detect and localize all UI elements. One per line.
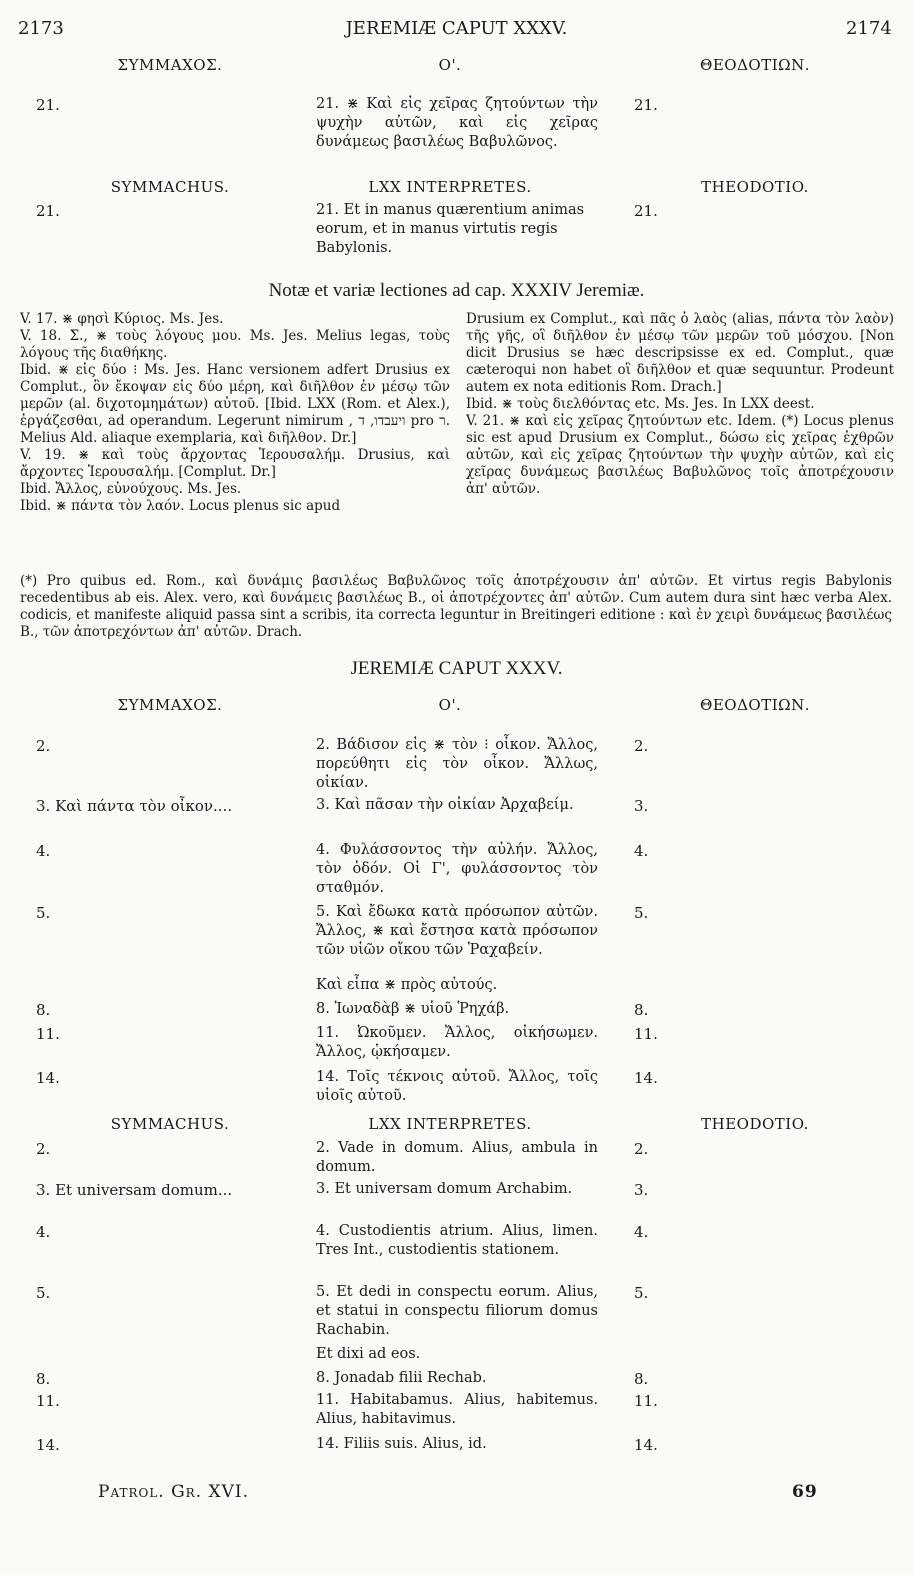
symmachus-latin-heading: SYMMACHUS. [110, 1115, 230, 1133]
lxx-cell: 8. Ἰωναδὰβ ⋇ υἱοῦ Ῥηχάβ. [316, 1001, 510, 1017]
theodotion-cell: 5. [634, 904, 649, 922]
theodotion-cell: 11. [634, 1025, 658, 1043]
theodotion-cell: 2. [634, 1140, 649, 1158]
note-entry: V. 18. Σ., ⋇ τοὺς λόγους μου. Ms. Jes. Melius legas, τοὺς λόγους τῆς διαθήκης. [20, 328, 450, 361]
lxx-greek-heading: Ο'. [438, 56, 462, 74]
theodotion-cell: 14. [634, 1069, 658, 1087]
verse-number: 21. [36, 202, 60, 220]
note-entry: Ibid. Ἄλλος, εὐνούχους. Ms. Jes. [20, 481, 242, 497]
notes-left-column [20, 311, 450, 515]
theodotion-greek-heading: ΘΕΟΔΟΤΙΩΝ. [700, 696, 810, 714]
chapter-title: JEREMIÆ CAPUT XXXV. [350, 658, 563, 679]
page-number-right: 2174 [846, 18, 892, 39]
verse-number: 21. [634, 202, 658, 220]
lxx-cell: 4. Custodientis atrium. Alius, limen. Tres Int., custodientis stationem. [316, 1223, 598, 1258]
lxx-cell: 14. Filiis suis. Alius, id. [316, 1436, 487, 1452]
symmachus-cell: 8. [36, 1001, 51, 1019]
theodotion-cell: 8. [634, 1001, 649, 1019]
footer-source: Patrol. Gr. XVI. [98, 1482, 250, 1502]
lxx-cell: 3. Et universam domum Archabim. [316, 1181, 573, 1197]
page-number-left: 2173 [18, 18, 64, 39]
theodotio-latin-heading: THEODOTIO. [701, 1115, 809, 1133]
symmachus-cell: 4. [36, 1223, 51, 1241]
lxx-latin-heading: LXX INTERPRETES. [368, 178, 532, 196]
notes-title: Notæ et variæ lectiones ad cap. XXXIV Jeremiæ. [268, 280, 645, 301]
theodotion-cell: 2. [634, 737, 649, 755]
theodotion-cell: 8. [634, 1370, 649, 1388]
verse-text: 21. ⋇ Καὶ εἰς χεῖρας ζητούντων τὴν ψυχὴν αὐτῶν, καὶ εἰς χεῖρας δυνάμεως βασιλέως Βαβυλῶνος. [316, 96, 598, 150]
footnote: (*) Pro quibus ed. Rom., καὶ δυνάμις βασιλέως Βαβυλῶνος τοῖς ἀποτρέχουσιν ἀπ' αὐτῶν. Et virtus regis Babylonis recedentibus ab eis. Alex. vero, καὶ δυνάμεις βασιλέως Β., οἱ ἀποτρέχοντες ἀπ' αὐτῶν. Cum autem dura sint hæc verba Alex. codicis, et manifeste aliquid passa sint a scribis, ita correcta leguntur in Breitingeri editione : καὶ ἐν χειρὶ δυνάμεως βασιλέως Β., τῶν ἀποτρεχόντων ἀπ' αὐτῶν. Drach. [20, 573, 892, 640]
theodotion-greek-heading: ΘΕΟΔΟΤΙΩΝ. [700, 56, 810, 74]
theodotion-cell: 4. [634, 842, 649, 860]
theodotion-cell: 3. [634, 1181, 649, 1199]
theodotion-cell: 14. [634, 1436, 658, 1454]
lxx-cell: 3. Καὶ πᾶσαν τὴν οἰκίαν Ἀρχαβείμ. [316, 797, 574, 813]
symmachus-cell: 11. [36, 1025, 60, 1043]
note-entry: Ibid. ⋇ εἰς δύο ⁝ Ms. Jes. Hanc versionem adfert Drusius ex Complut., ὃν ἔκοψαν εἰς δύο μέρη, καὶ διῆλθον ἐν μέσῳ τῶν μερῶν (al. διχοτομημάτων) αὐτοῦ. [Ibid. LXX (Rom. et Alex.), ἐργάζεσθαι, ad operandum. Legerunt nimirum , ויעבדו, ד pro ר. Melius Ald. aliaque exemplaria, καὶ διῆλθον. Dr.] [20, 362, 450, 446]
symmachus-cell: 14. [36, 1436, 60, 1454]
symmachus-greek-heading: ΣΥΜΜΑΧΟΣ. [117, 696, 223, 714]
lxx-cell: 5. Καὶ ἔδωκα κατὰ πρόσωπον αὐτῶν. Ἄλλος, ⋇ καὶ ἔστησα κατὰ πρόσωπον τῶν υἱῶν οἴκου τῶν Ῥαχαβείν. [316, 904, 598, 958]
theodotion-cell: 4. [634, 1223, 649, 1241]
symmachus-cell: 4. [36, 842, 51, 860]
symmachus-greek-heading: ΣΥΜΜΑΧΟΣ. [117, 56, 223, 74]
symmachus-cell: 14. [36, 1069, 60, 1087]
lxx-cell: 8. Jonadab filii Rechab. [316, 1370, 487, 1386]
note-entry: Ibid. ⋇ τοὺς διελθόντας etc. Ms. Jes. In LXX deest. [466, 396, 815, 412]
symmachus-cell: 2. [36, 1140, 51, 1158]
lxx-cell: 2. Vade in domum. Alius, ambula in domum. [316, 1140, 598, 1175]
verse-number: 21. [36, 96, 60, 114]
notes-right-column [466, 311, 894, 498]
symmachus-cell: 3. Et universam domum... [36, 1181, 233, 1199]
lxx-cell: 11. Ὠκοῦμεν. Ἄλλος, οἰκήσωμεν. Ἄλλος, ᾠκήσαμεν. [316, 1025, 598, 1060]
page-title: JEREMIÆ CAPUT XXXV. [345, 18, 568, 39]
lxx-latin-heading: LXX INTERPRETES. [368, 1115, 532, 1133]
theodotion-cell: 11. [634, 1392, 658, 1410]
theodotio-latin-heading: THEODOTIO. [701, 178, 809, 196]
lxx-cell: 14. Τοῖς τέκνοις αὐτοῦ. Ἄλλος, τοῖς υἱοῖς αὐτοῦ. [316, 1069, 598, 1104]
symmachus-cell: 11. [36, 1392, 60, 1410]
lxx-cell: Καὶ εἶπα ⋇ πρὸς αὐτούς. [316, 977, 498, 993]
symmachus-cell: 3. Καὶ πάντα τὸν οἶκον.... [36, 797, 233, 815]
note-entry: V. 17. ⋇ φησὶ Κύριος. Ms. Jes. [20, 311, 224, 327]
lxx-cell: 4. Φυλάσσοντος τὴν αὐλήν. Ἄλλος, τὸν ὁδόν. Οἱ Γ', φυλάσσοντος τὸν σταθμόν. [316, 842, 598, 896]
note-entry: Ibid. ⋇ πάντα τὸν λαόν. Locus plenus sic apud [20, 498, 341, 514]
lxx-cell: 11. Habitabamus. Alius, habitemus. Alius, habitavimus. [316, 1392, 598, 1427]
symmachus-cell: 5. [36, 1284, 51, 1302]
note-entry: Drusium ex Complut., καὶ πᾶς ὁ λαὸς (alias, πάντα τὸν λαὸν) τῆς γῆς, οἳ διῆλθον ἐν μέσῳ τῶν μερῶν τοῦ μόσχου. [Non dicit Drusius se hæc descripsisse ex ed. Complut., quæ cæteroqui non habet οἳ διῆλθον et quæ sequuntur. Prodeunt autem ex nota editionis Rom. Drach.] [466, 311, 894, 395]
verse-text: 21. Et in manus quærentium animas eorum, et in manus virtutis regis Babylonis. [316, 202, 585, 256]
symmachus-cell: 8. [36, 1370, 51, 1388]
theodotion-cell: 5. [634, 1284, 649, 1302]
lxx-cell: 5. Et dedi in conspectu eorum. Alius, et statui in conspectu filiorum domus Rachabin. [316, 1284, 598, 1338]
note-entry: V. 21. ⋇ καὶ εἰς χεῖρας ζητούντων etc. Idem. (*) Locus plenus sic est apud Drusium ex Complut., δώσω εἰς χεῖρας ἐχθρῶν αὐτῶν, καὶ εἰς χεῖρας ζητούντων τὴν ψυχὴν αὐτῶν, καὶ εἰς χεῖρας δυνάμεως βασιλέως Βαβυλῶνος τοῖς ἀποτρέχουσιν ἀπ' αὐτῶν. [466, 413, 894, 497]
lxx-cell: 2. Βάδισον εἰς ⋇ τὸν ⁝ οἶκον. Ἄλλος, πορεύθητι εἰς τὸν οἶκον. Ἄλλως, οἰκίαν. [316, 737, 598, 791]
verse-number: 21. [634, 96, 658, 114]
note-entry: V. 19. ⋇ καὶ τοὺς ἄρχοντας Ἱερουσαλήμ. Drusius, καὶ ἄρχοντες Ἱερουσαλήμ. [Complut. Dr.] [20, 447, 450, 480]
lxx-cell: Et dixi ad eos. [316, 1346, 421, 1362]
theodotion-cell: 3. [634, 797, 649, 815]
footer-page-number: 69 [792, 1482, 818, 1502]
symmachus-cell: 5. [36, 904, 51, 922]
symmachus-cell: 2. [36, 737, 51, 755]
symmachus-latin-heading: SYMMACHUS. [110, 178, 230, 196]
lxx-greek-heading: Ο'. [438, 696, 462, 714]
